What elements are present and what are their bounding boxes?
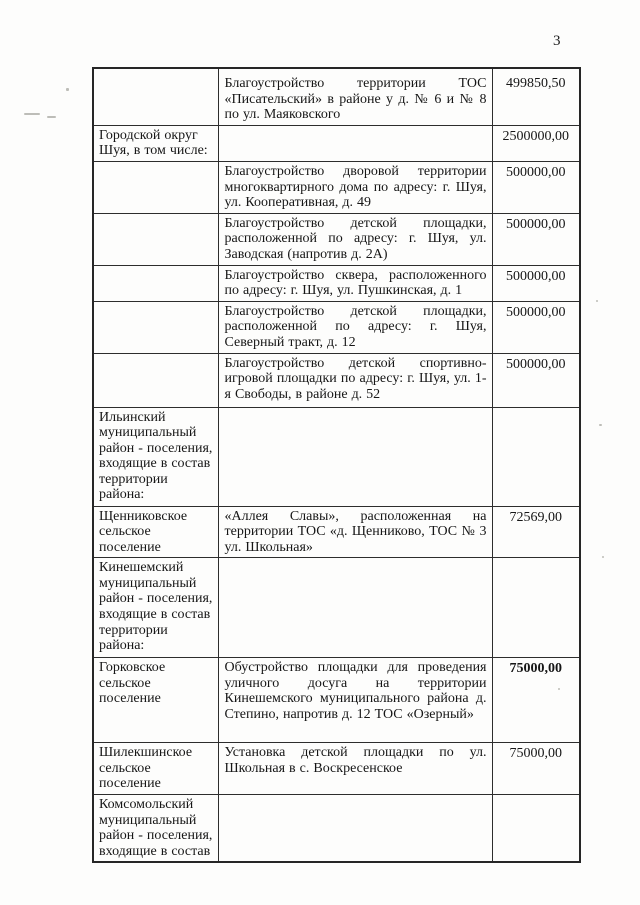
territory-cell (93, 213, 218, 265)
project-cell (218, 558, 492, 658)
amount-cell: 500000,00 (492, 213, 580, 265)
amount-cell: 500000,00 (492, 353, 580, 407)
territory-cell: Горковское сельское поселение (93, 658, 218, 743)
amount-cell: 75000,00 (492, 658, 580, 743)
scan-artifact (66, 88, 69, 91)
project-cell (218, 407, 492, 506)
project-cell: Благоустройство детской площадки, расположенной по адресу: г. Шуя, ул. Заводская (напротив д. 2А) (218, 213, 492, 265)
project-cell (218, 795, 492, 863)
amount-cell: 500000,00 (492, 265, 580, 301)
scan-artifact (558, 688, 560, 690)
amount-cell: 2500000,00 (492, 125, 580, 161)
amount-cell (492, 407, 580, 506)
table-body (93, 68, 580, 862)
scan-artifact (599, 424, 602, 426)
amount-cell (492, 795, 580, 863)
project-cell: Обустройство площадки для проведения уличного досуга на территории Кинешемского муниципального района д. Степино, напротив д. 12 ТОС «Озерный» (218, 658, 492, 743)
table-row (93, 68, 580, 125)
scan-artifact (596, 300, 598, 302)
project-cell: «Аллея Славы», расположенная на территории ТОС «д. Щенниково, ТОС № 3 ул. Школьная» (218, 506, 492, 558)
scan-artifact (24, 113, 40, 115)
project-cell: Благоустройство дворовой территории многоквартирного дома по адресу: г. Шуя, ул. Кооперативная, д. 49 (218, 161, 492, 213)
table-row (93, 161, 580, 213)
project-cell (218, 125, 492, 161)
project-cell: Благоустройство детской спортивно-игровой площадки по адресу: г. Шуя, ул. 1-я Свободы, в районе д. 52 (218, 353, 492, 407)
table-row (93, 506, 580, 558)
territory-cell: Кинешемский муниципальный район - поселения, входящие в состав территории района: (93, 558, 218, 658)
project-cell: Благоустройство сквера, расположенного по адресу: г. Шуя, ул. Пушкинская, д. 1 (218, 265, 492, 301)
territory-cell: Шилекшинское сельское поселение (93, 743, 218, 795)
amount-cell: 72569,00 (492, 506, 580, 558)
project-cell: Установка детской площадки по ул. Школьная в с. Воскресенское (218, 743, 492, 795)
table-row (93, 658, 580, 743)
territory-cell: Городской округ Шуя, в том числе: (93, 125, 218, 161)
table-row (93, 125, 580, 161)
scan-artifact (602, 556, 604, 558)
project-cell: Благоустройство детской площадки, расположенной по адресу: г. Шуя, Северный тракт, д. 12 (218, 301, 492, 353)
territory-cell (93, 68, 218, 125)
page-number: 3 (553, 33, 561, 49)
amount-cell: 499850,50 (492, 68, 580, 125)
table-row (93, 743, 580, 795)
territory-cell: Щенниковское сельское поселение (93, 506, 218, 558)
territory-cell: Ильинский муниципальный район - поселения, входящие в состав территории района: (93, 407, 218, 506)
table-row (93, 353, 580, 407)
amount-cell (492, 558, 580, 658)
territory-cell (93, 353, 218, 407)
territory-cell (93, 265, 218, 301)
table-row (93, 795, 580, 863)
table-row (93, 213, 580, 265)
table-row (93, 558, 580, 658)
table-row (93, 265, 580, 301)
amount-cell: 75000,00 (492, 743, 580, 795)
amount-cell: 500000,00 (492, 161, 580, 213)
project-cell: Благоустройство территории ТОС «Писательский» в районе у д. № 6 и № 8 по ул. Маяковского (218, 68, 492, 125)
amount-cell: 500000,00 (492, 301, 580, 353)
table-row (93, 407, 580, 506)
table-row (93, 301, 580, 353)
territory-cell (93, 161, 218, 213)
territory-cell (93, 301, 218, 353)
territory-cell: Комсомольский муниципальный район - поселения, входящие в состав (93, 795, 218, 863)
scan-artifact (47, 116, 56, 118)
allocations-table (92, 67, 581, 863)
